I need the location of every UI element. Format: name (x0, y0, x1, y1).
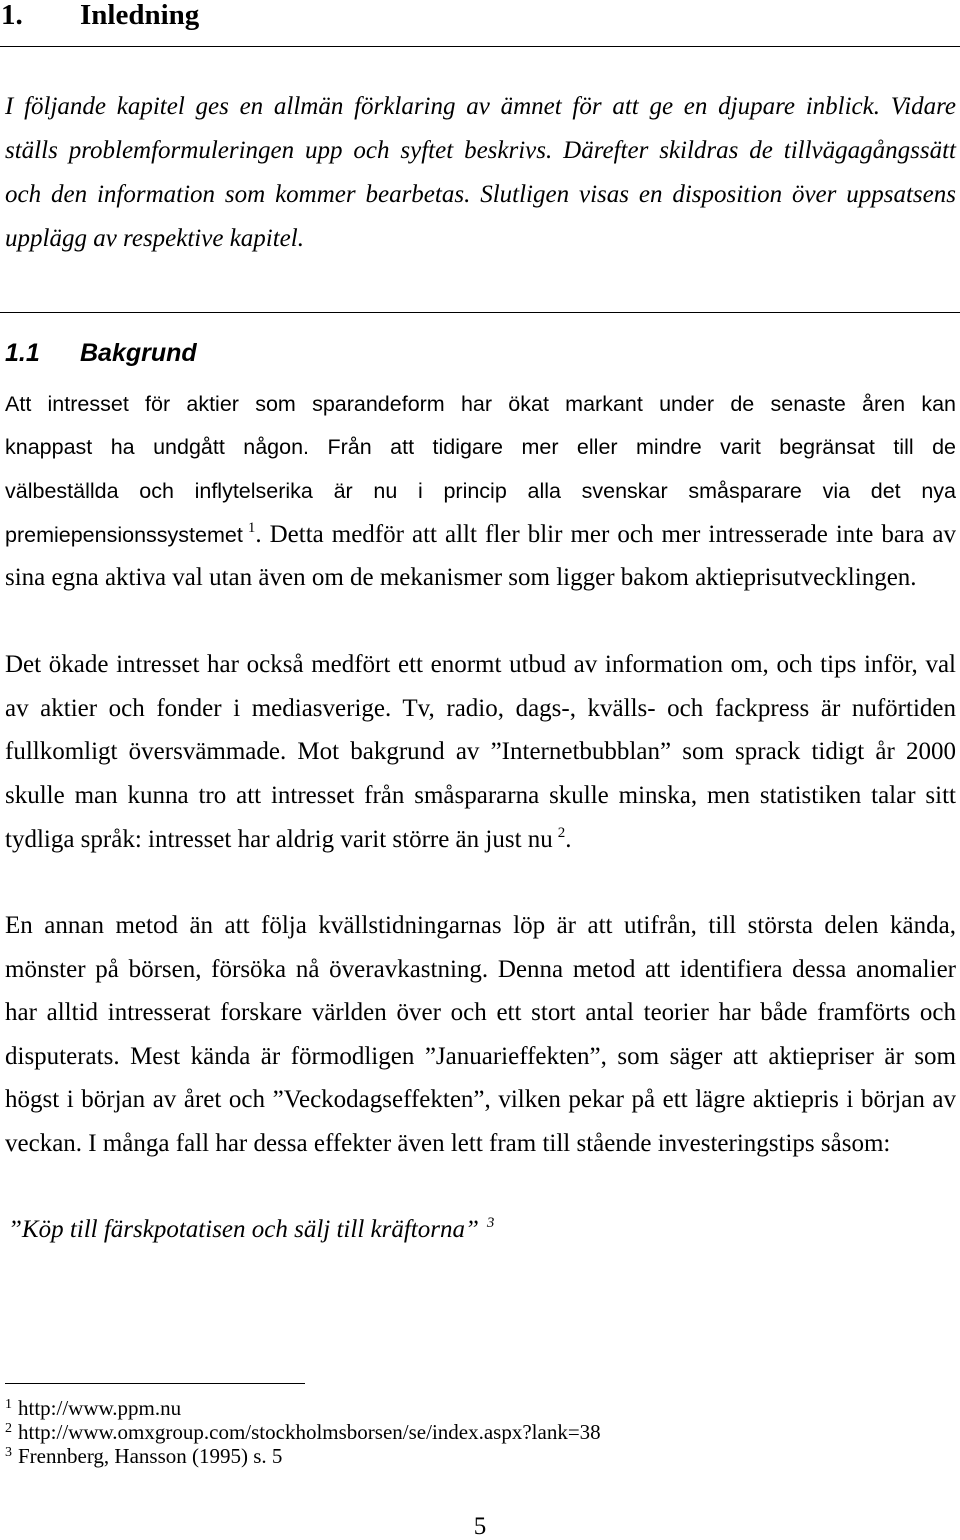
footnote-text: http://www.ppm.nu (18, 1396, 182, 1420)
paragraph-2-line: skulle man kunna tro att intresset från småspararna skulle minska, men statistiken talar sitt (5, 782, 956, 809)
paragraph-3-line: mönster på börsen, försöka nå överavkastning. Denna metod att identifiera dessa anomalier (5, 956, 956, 983)
footnote-text: Frennberg, Hansson (1995) s. 5 (18, 1444, 283, 1468)
footnote-number: 3 (5, 1445, 12, 1460)
paragraph-3-line: disputerats. Mest kända är förmodligen ”Januarieffekten”, som säger att aktiepriser är som (5, 1043, 956, 1070)
paragraph-2-line: fullkomligt översvämmade. Mot bakgrund av ”Internetbubblan” som sprack tidigt år 2000 (5, 738, 956, 765)
paragraph-2-text: tydliga språk: intresset har aldrig varit större än just nu (5, 826, 553, 853)
section-heading (5, 331, 197, 375)
paragraph-1-line (5, 513, 956, 557)
intro-line: upplägg av respektive kapitel. (5, 225, 304, 252)
quote-text: ”Köp till färskpotatisen och sälj till kräftorna” (8, 1216, 479, 1243)
paragraph-3-line: har alltid intresserat forskare världen över och ett stort antal teorier har både framförts och (5, 999, 956, 1026)
chapter-heading (1, 1, 199, 33)
chapter-title: Inledning (80, 0, 200, 31)
section-number: 1.1 (5, 339, 40, 367)
footnote-ref-3: 3 (486, 1215, 495, 1231)
chapter-number: 1. (1, 0, 23, 31)
footnote-ref-2: 2 (557, 825, 566, 841)
paragraph-1-line: knappast ha undgått någon. Från att tidigare mer eller mindre varit begränsat till de (5, 435, 956, 459)
footnote-text: http://www.omxgroup.com/stockholmsborsen/se/index.aspx?lank=38 (18, 1420, 601, 1444)
section-title: Bakgrund (80, 339, 197, 367)
paragraph-1-text: . Detta medför att allt fler blir mer och mer intresserade inte bara av (255, 521, 956, 548)
quote-line (8, 1208, 959, 1252)
paragraph-2-line: Det ökade intresset har också medfört ett enormt utbud av information om, och tips inför, val (5, 651, 956, 678)
paragraph-1-text: premiepensionssystemet (5, 523, 243, 547)
paragraph-3-line: högst i början av året och ”Veckodagseffekten”, vilken pekar på ett lägre aktiepris i början av (5, 1086, 956, 1113)
paragraph-1-line: Att intresset för aktier som sparandeform har ökat markant under de senaste åren kan (5, 392, 956, 416)
page-number: 5 (473, 1513, 487, 1540)
chapter-heading-rule (0, 46, 960, 47)
intro-line: och den information som kommer bearbetas. Slutligen visas en disposition över uppsatsens (5, 181, 956, 208)
footnote (5, 1396, 181, 1420)
paragraph-3-line: veckan. I många fall har dessa effekter även lett fram till stående investeringstips såsom: (5, 1130, 891, 1157)
paragraph-1-line: sina egna aktiva val utan även om de mekanismer som ligger bakom aktieprisutvecklingen. (5, 564, 917, 591)
intro-line: ställs problemformuleringen upp och syftet beskrivs. Därefter skildras de tillvägagångssätt (5, 137, 956, 164)
footnote (5, 1420, 601, 1444)
paragraph-2-text: . (565, 826, 572, 853)
footnote-ref-1: 1 (247, 520, 256, 536)
footnote-separator (5, 1383, 305, 1384)
paragraph-3-line: En annan metod än att följa kvällstidningarnas löp är att utifrån, till största delen kända, (5, 912, 956, 939)
footnote (5, 1444, 282, 1468)
footnote-number: 2 (5, 1421, 12, 1436)
paragraph-2-line: av aktier och fonder i mediasverige. Tv, radio, dags-, kvälls- och fackpress är nuförtiden (5, 695, 956, 722)
paragraph-2-line (5, 818, 956, 862)
section-divider-rule (0, 312, 960, 313)
paragraph-1-line: välbeställda och inflytelserika är nu i princip alla svenskar småsparare via det nya (5, 479, 956, 503)
footnote-number: 1 (5, 1397, 12, 1412)
intro-line: I följande kapitel ges en allmän förklaring av ämnet för att ge en djupare inblick. Vidare (5, 93, 956, 120)
